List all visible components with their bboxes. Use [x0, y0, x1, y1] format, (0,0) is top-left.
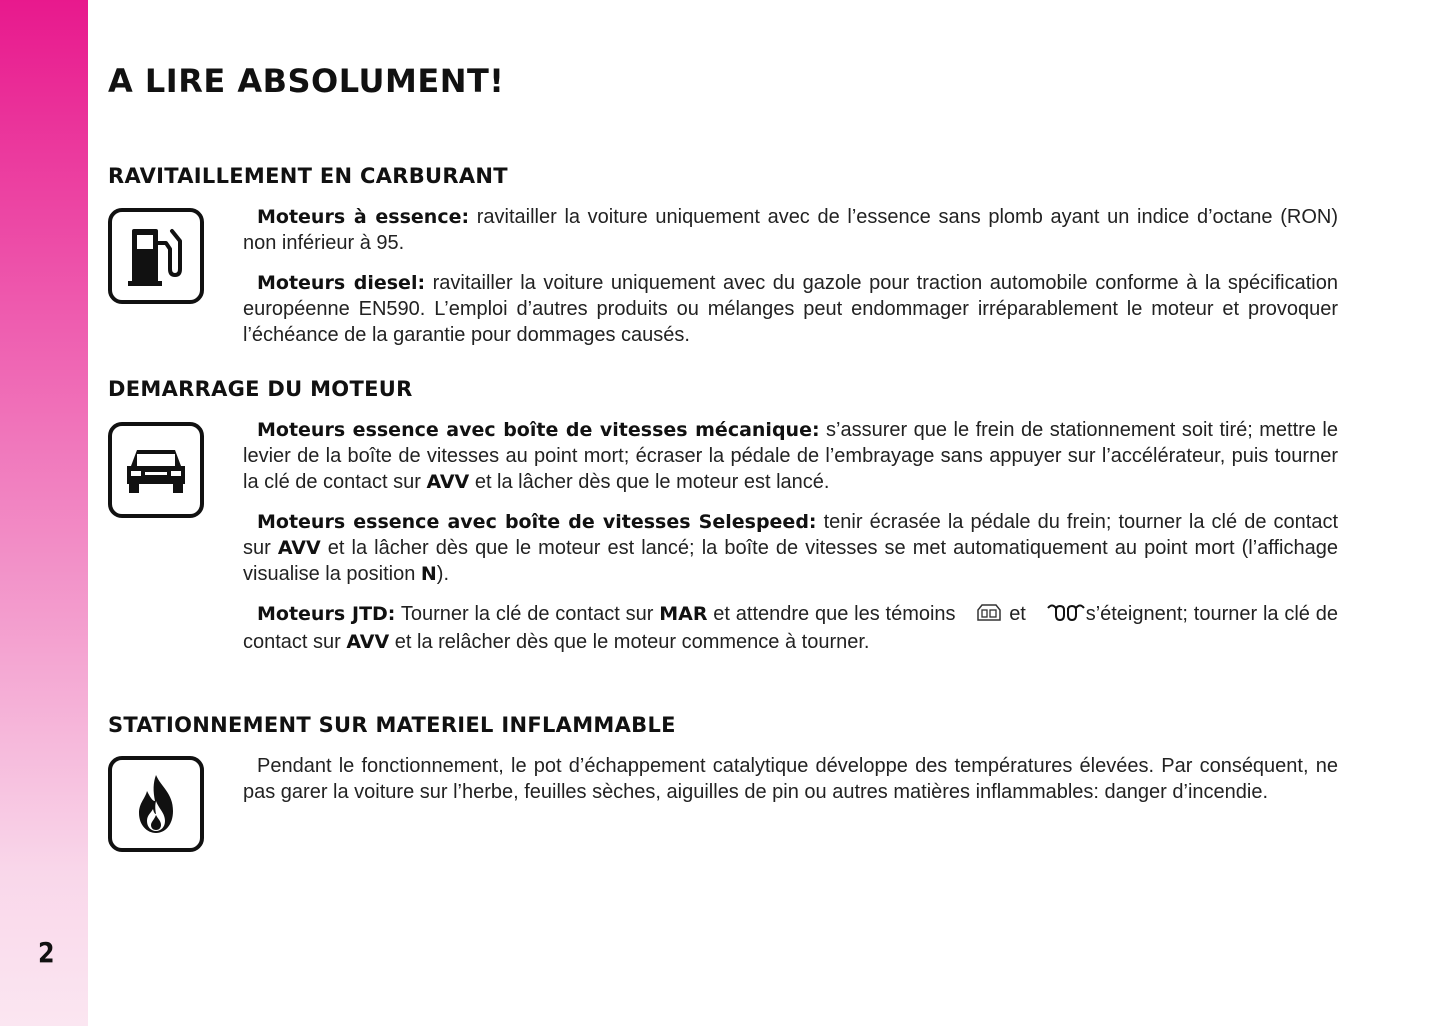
- parking-text-block: [243, 753, 1338, 819]
- section-heading-parking: STATIONNEMENT SUR MATERIEL INFLAMMABLE: [108, 713, 676, 737]
- flame-icon: [108, 756, 204, 852]
- paragraph-text: ).: [436, 563, 449, 585]
- page-number: 2: [38, 936, 55, 969]
- key-position: AVV: [346, 631, 390, 653]
- glow-plug-icon: [1032, 602, 1086, 629]
- section-heading-fuel: RAVITAILLEMENT EN CARBURANT: [108, 164, 508, 188]
- paragraph: [243, 204, 1338, 256]
- bold-lead: Moteurs essence avec boîte de vitesses Selespeed:: [257, 511, 817, 533]
- sidebar-gradient-band: [0, 0, 88, 1026]
- bold-lead: Moteurs diesel:: [257, 272, 426, 294]
- paragraph-text: et: [1003, 603, 1032, 625]
- paragraph: [243, 509, 1338, 587]
- car-front-icon: [108, 422, 204, 518]
- gear-position: N: [420, 563, 437, 585]
- paragraph-text: s’assurer que le frein de stationnement soit tiré; mettre le levier de la boîte de vitesses au point mort; écraser la pédale de l’embrayage sans appuyer sur l’accélérateur, puis tourner la clé de contact sur: [243, 419, 1338, 493]
- paragraph-text: et la lâcher dès que le moteur est lancé.: [469, 471, 830, 493]
- page-title: A LIRE ABSOLUMENT!: [108, 62, 505, 100]
- paragraph-text: ravitailler la voiture uniquement avec du gazole pour traction automobile conforme à la spécification européenne EN590. L’emploi d’autres produits ou mélanges peut endommager irréparablement le moteur et provoquer l’échéance de la garantie pour dommages causés.: [243, 272, 1338, 346]
- bold-lead: Moteurs JTD:: [257, 603, 396, 625]
- paragraph: [243, 417, 1338, 495]
- paragraph-text: ravitailler la voiture uniquement avec de l’essence sans plomb ayant un indice d’octane (RON) non inférieur à 95.: [243, 206, 1338, 254]
- key-position: AVV: [277, 537, 321, 559]
- paragraph-text: et attendre que les témoins: [707, 603, 962, 625]
- bold-lead: Moteurs à essence:: [257, 206, 470, 228]
- engine-warning-icon: [961, 602, 1003, 629]
- paragraph-text: Tourner la clé de contact sur: [395, 603, 660, 625]
- paragraph: [243, 270, 1338, 348]
- paragraph-text: et la lâcher dès que le moteur est lancé; la boîte de vitesses se met automatiquement au point mort (l’affichage visualise la position: [243, 537, 1338, 585]
- paragraph-text: s’éteignent; tourner la clé de contact sur: [243, 603, 1338, 653]
- key-position: MAR: [659, 603, 708, 625]
- bold-lead: Moteurs essence avec boîte de vitesses mécanique:: [257, 419, 820, 441]
- fuel-pump-icon: [108, 208, 204, 304]
- paragraph-text: tenir écrasée la pédale du frein; tourner la clé de contact sur: [243, 511, 1338, 559]
- start-text-block: [243, 417, 1338, 669]
- paragraph-text: et la relâcher dès que le moteur commence à tourner.: [389, 631, 870, 653]
- key-position: AVV: [426, 471, 470, 493]
- paragraph: [243, 601, 1338, 655]
- fuel-text-block: [243, 204, 1338, 362]
- paragraph: Pendant le fonctionnement, le pot d’échappement catalytique développe des températures élevées. Par conséquent, ne pas garer la voiture sur l’herbe, feuilles sèches, aiguilles de pin ou autres matières inflammables: danger d’incendie.: [243, 755, 1338, 803]
- section-heading-start: DEMARRAGE DU MOTEUR: [108, 377, 413, 401]
